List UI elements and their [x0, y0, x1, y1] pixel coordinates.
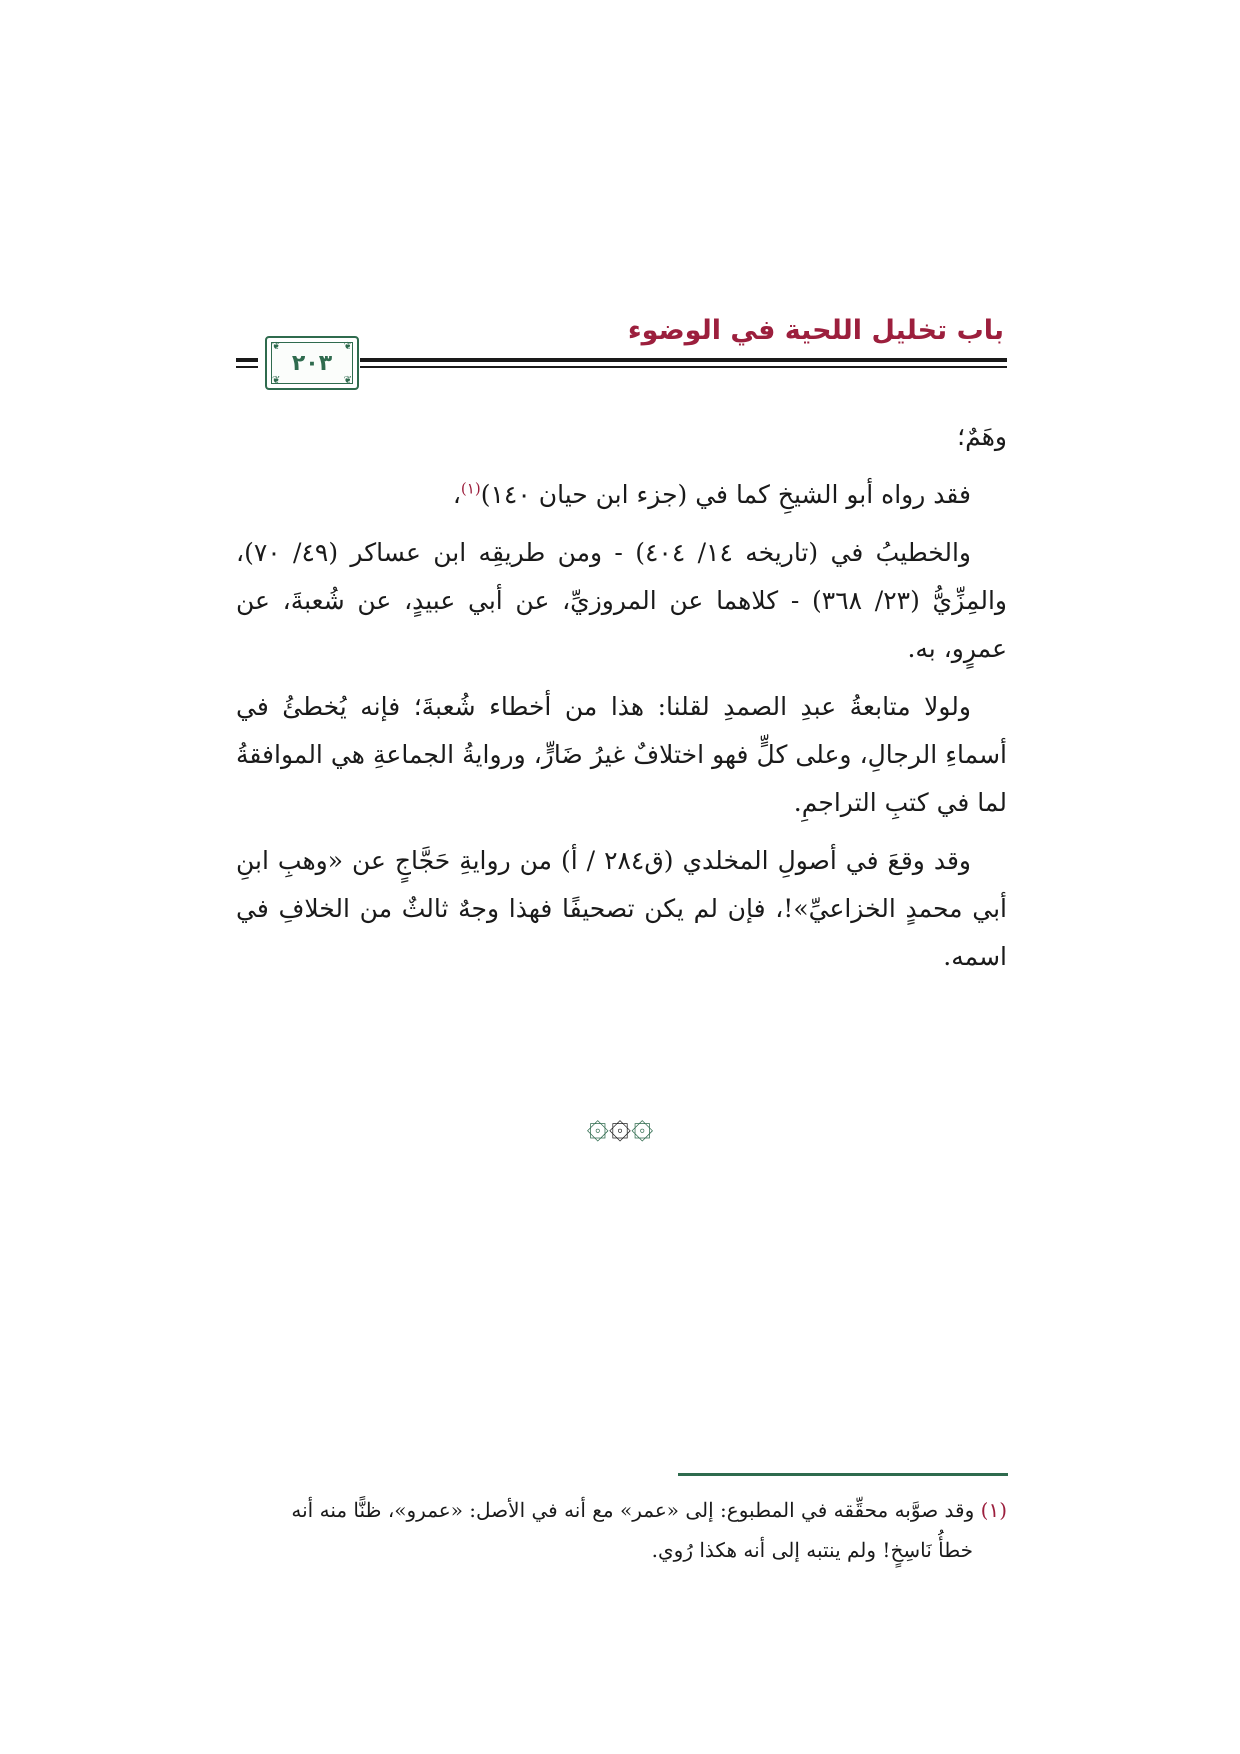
- paragraph-text: فقد رواه أبو الشيخِ كما في (جزء ابن حيان ١٤٠): [480, 480, 971, 509]
- footnote-text-continued: خطأُ نَاسِخٍ! ولم ينتبه إلى أنه هكذا رُوي.: [651, 1538, 973, 1562]
- main-text: [236, 413, 1007, 991]
- paragraph: وقد وقعَ في أصولِ المخلدي (ق٢٨٤ / أ) من روايةِ حَجَّاجٍ عن «وهبِ ابنِ أبي محمدٍ الخزاعيِّ»!، فإن لم يكن تصحيفًا فهذا وجهٌ ثالثٌ من الخلافِ في اسمه.: [236, 846, 1007, 971]
- header-rule-left-thin: [236, 366, 258, 368]
- page-number-badge: [265, 336, 359, 390]
- badge-corner-icon: ❦: [272, 375, 281, 386]
- paragraph: والخطيبُ في (تاريخه ١٤/ ٤٠٤) - ومن طريقِه ابن عساكر (٤٩/ ٧٠)، والمِزِّيُّ (٢٣/ ٣٦٨) - كلاهما عن المروزيِّ، عن أبي عبيدٍ، عن شُعبةَ، عن عمرٍو، به.: [236, 538, 1007, 663]
- header-rule-right-thin: [360, 366, 1007, 368]
- footnote: [236, 1490, 1007, 1570]
- chapter-title: باب تخليل اللحية في الوضوء: [627, 315, 1004, 346]
- paragraph-punctuation: ،: [452, 480, 461, 509]
- header-rule-left-thick: [236, 358, 258, 362]
- badge-corner-icon: ❦: [343, 375, 352, 386]
- page-number: ٢٠٣: [291, 350, 333, 376]
- star-ornament-icon: ۞: [608, 1102, 632, 1146]
- footnote-marker[interactable]: (١): [460, 479, 481, 498]
- badge-corner-icon: ❦: [272, 341, 281, 352]
- section-divider-ornaments: [0, 1102, 1240, 1146]
- footnote-separator: [678, 1473, 1008, 1476]
- header-rule-right-thick: [360, 358, 1007, 362]
- star-ornament-icon: ۞: [586, 1102, 609, 1146]
- paragraph: [236, 471, 1007, 519]
- footnote-text: وقد صوَّبه محقِّقه في المطبوع: إلى «عمر» مع أنه في الأصل: «عمرو»، ظنًّا منه أنه: [291, 1498, 975, 1522]
- badge-corner-icon: ❦: [343, 341, 352, 352]
- paragraph: وهَمٌ؛: [957, 422, 1007, 451]
- paragraph: ولولا متابعةُ عبدِ الصمدِ لقلنا: هذا من أخطاء شُعبةَ؛ فإنه يُخطئُ في أسماءِ الرجالِ، وعلى كلٍّ فهو اختلافٌ غيرُ ضَارٍّ، وروايةُ الجماعةِ هي الموافقةُ لما في كتبِ التراجمِ.: [236, 692, 1007, 817]
- footnote-number: (١): [980, 1498, 1007, 1522]
- star-ornament-icon: ۞: [631, 1102, 654, 1146]
